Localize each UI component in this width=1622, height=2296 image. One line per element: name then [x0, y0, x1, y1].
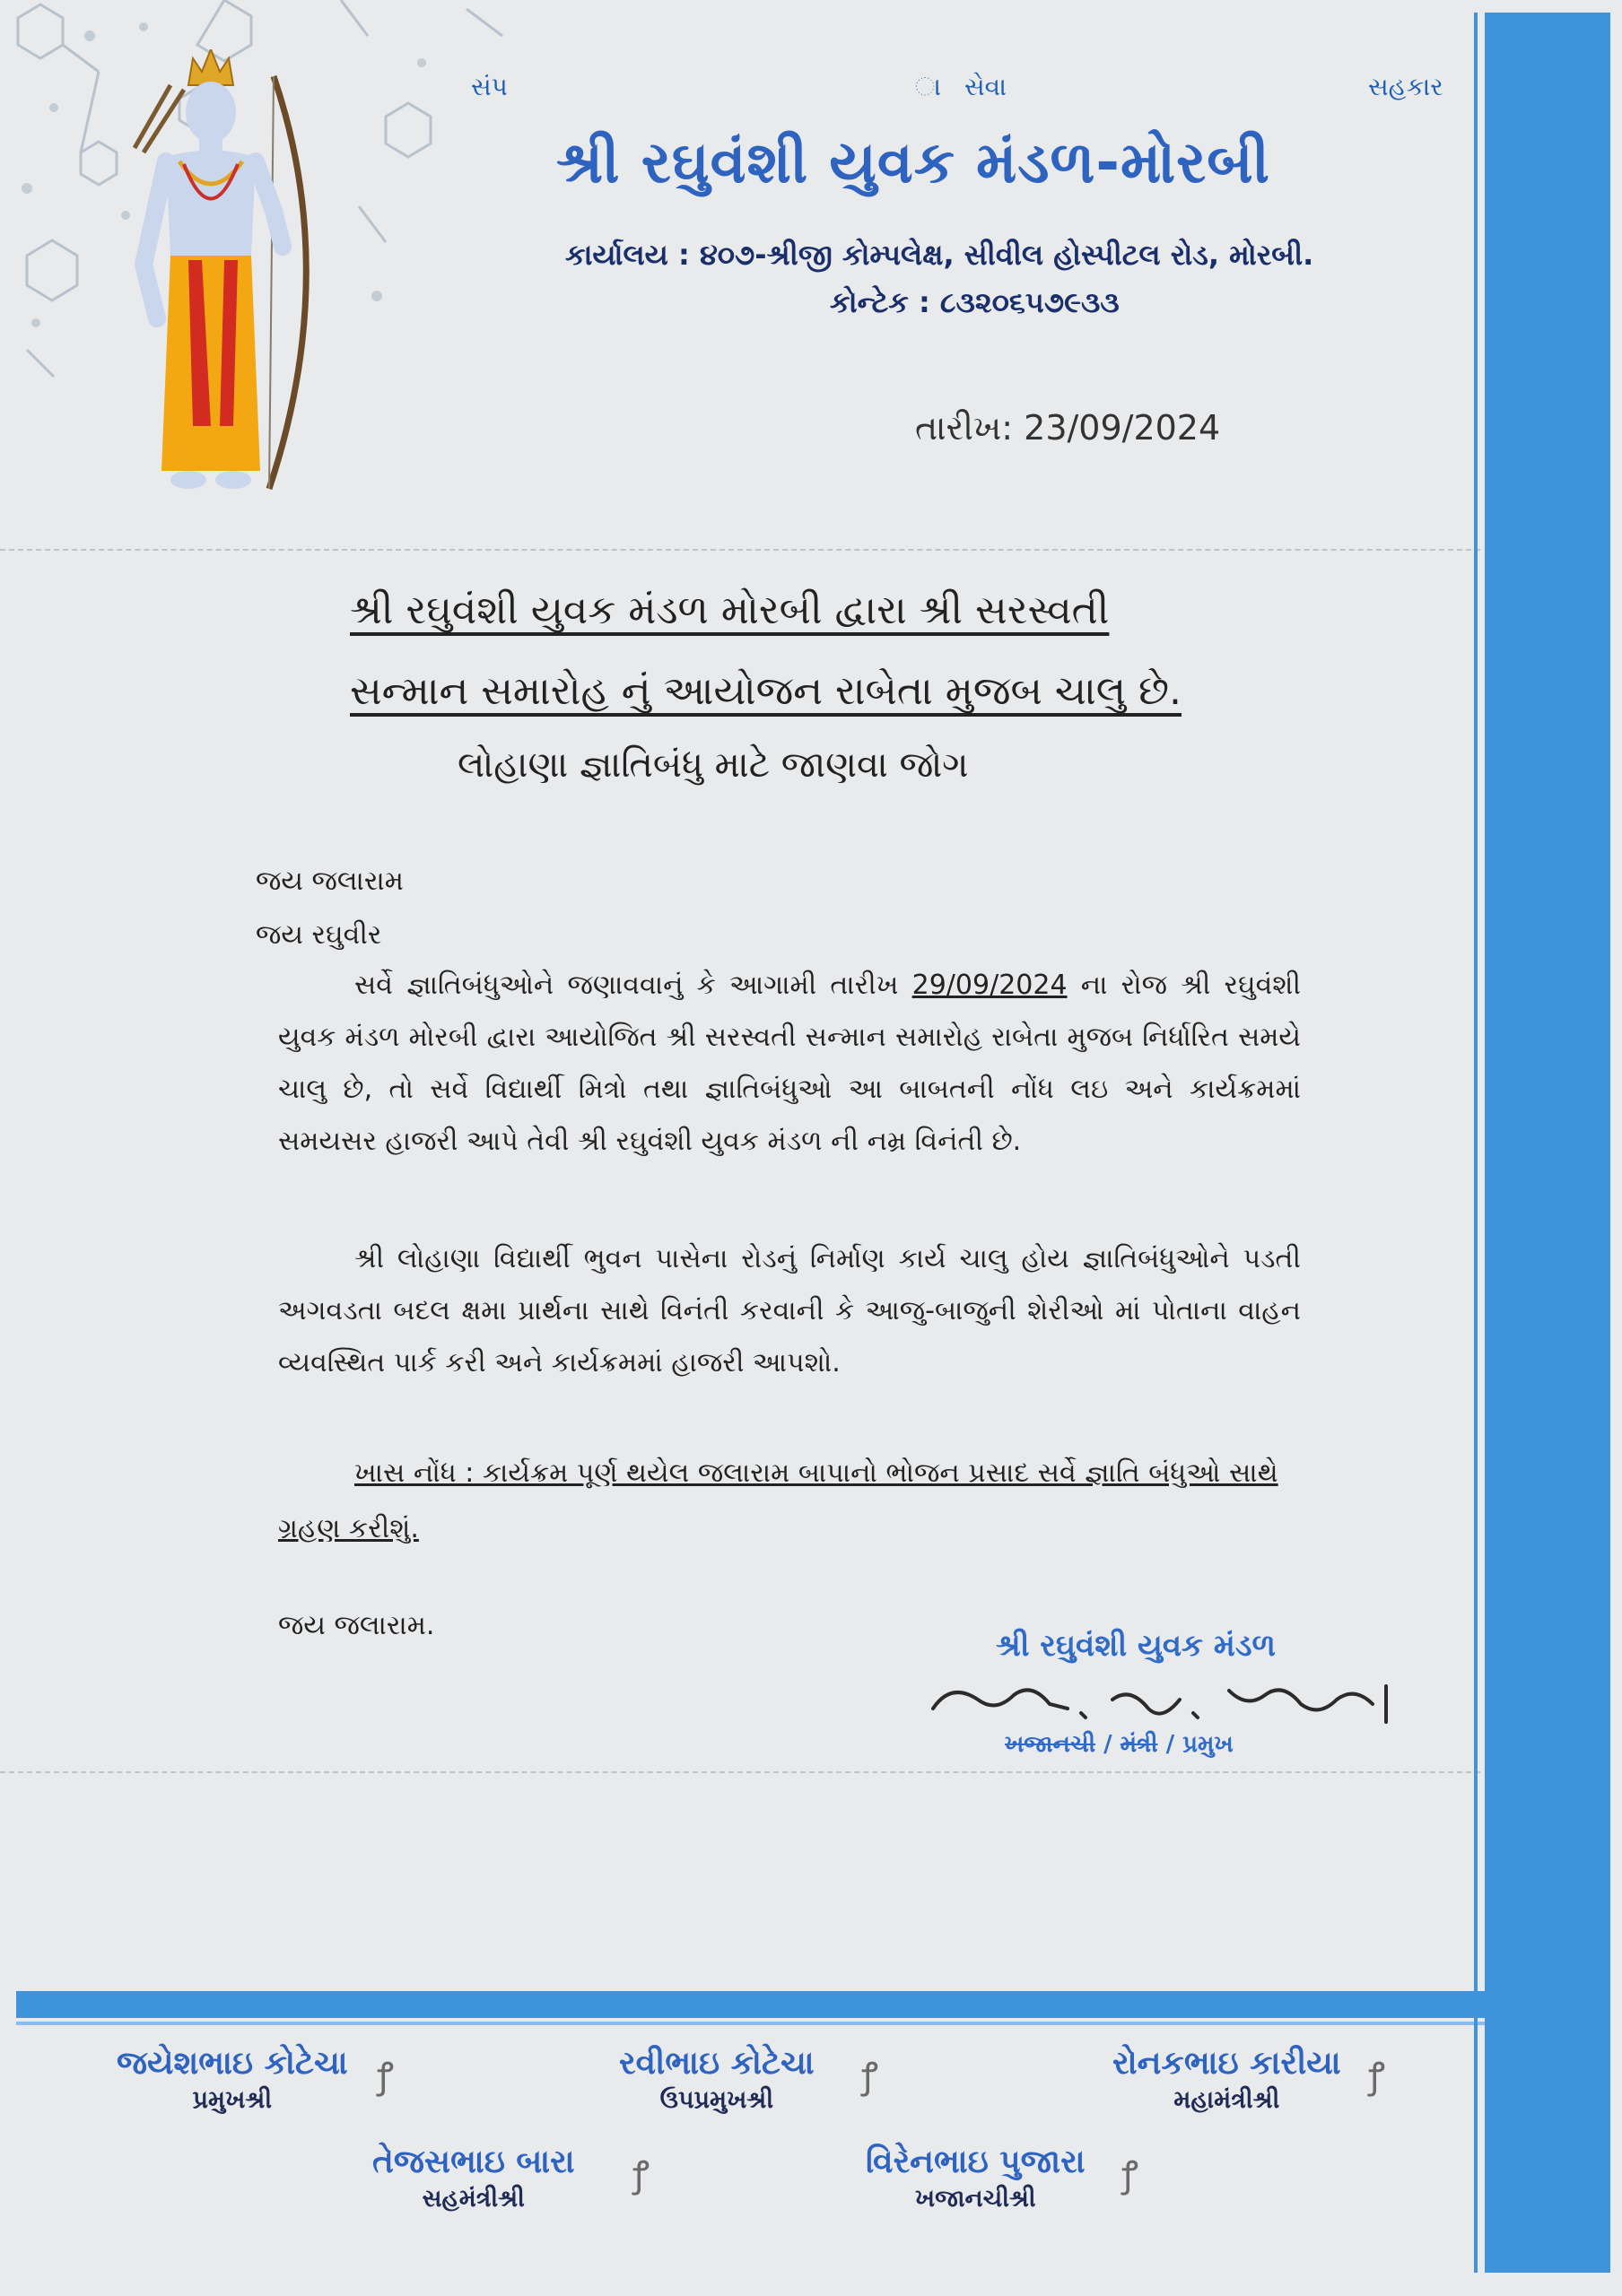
member-joint-secretary: તેજસભાઇ બારા સહમંત્રીશ્રી — [372, 2144, 575, 2213]
body-paragraph-1: સર્વે જ્ઞાતિબંધુઓને જણાવવાનું કે આગામી તારીખ 29/09/2024 ના રોજ શ્રી રઘુવંશી યુવક મંડળ મોરબી દ્વારા આયોજિત શ્રી સરસ્વતી સન્માન સમારોહ રાબેતા મુજબ નિર્ધારિત સમયે ચાલુ છે, તો સર્વે વિદ્યાર્થી મિત્રો તથા જ્ઞાતિબંધુઓ આ બાબતની નોંધ લઇ અને કાર્યક્રમમાં સમયસર હાજરી આપે તેવી શ્રી રઘુવંશી યુવક મંડળ ની નમ્ર વિનંતી છે. — [278, 970, 1301, 1157]
event-date: 29/09/2024 — [911, 970, 1068, 1001]
body-paragraph-2: શ્રી લોહાણા વિદ્યાર્થી ભુવન પાસેના રોડનું નિર્માણ કાર્ય ચાલુ હોય જ્ઞાતિબંધુઓને પડતી અગવડતા બદલ ક્ષમા પ્રાર્થના સાથે વિનંતી કરવાની કે આજુ-બાજુની શેરીઓ માં પોતાના વાહન વ્યવસ્થિત પાર્ક કરી અને કાર્યક્રમમાં હાજરી આપશો. — [278, 1243, 1301, 1378]
greeting-2: જય રઘુવીર — [256, 919, 382, 951]
letter-date: તારીખ: 23/09/2024 — [915, 408, 1221, 448]
right-accent-strip — [1485, 13, 1610, 2273]
stamp-roles: ખજાનચી / મંત્રી / પ્રમુખ — [1005, 1731, 1234, 1758]
footer-band-line — [16, 2022, 1595, 2025]
signature-mark: ꝭ — [632, 2154, 650, 2196]
member-president: જયેશભાઇ કોટેચા પ્રમુખશ્રી — [117, 2045, 348, 2114]
fold-line — [0, 1771, 1480, 1773]
fold-line — [0, 549, 1480, 551]
organization-title: શ્રી રઘુવંશી યુવક મંડળ-મોરબી — [556, 130, 1270, 196]
greeting-1: જય જલારામ — [256, 865, 404, 897]
footer-band — [16, 1991, 1595, 2018]
signature-mark: ꝭ — [377, 2056, 394, 2097]
rama-illustration — [117, 49, 332, 507]
member-general-secretary: રોનકભાઇ કારીયા મહામંત્રીશ્રી — [1112, 2045, 1341, 2114]
motto-cooperation: સહકાર — [1368, 72, 1443, 101]
subheading: લોહાણા જ્ઞાતિબંધુ માટે જાણવા જોગ — [458, 744, 969, 786]
special-note: ખાસ નોંધ : કાર્યક્રમ પૂર્ણ થયેલ જલારામ બાપાનો ભોજન પ્રસાદ સર્વે જ્ઞાતિ બંધુઓ સાથે ગ્રહણ કરીશું. — [278, 1457, 1278, 1544]
motto-separator: ા — [915, 72, 942, 101]
contact-number: કોન્ટેક : ૮૩૨૦૬૫૭૯૩૩ — [830, 285, 1120, 319]
signature-mark: ꝭ — [861, 2056, 878, 2097]
member-treasurer: વિરેનભાઇ પુજારા ખજાનચીશ્રી — [866, 2144, 1086, 2213]
handwritten-signature — [924, 1673, 1408, 1735]
signature-mark: ꝭ — [1121, 2154, 1138, 2196]
heading-line-1: શ્રી રઘુવંશી યુવક મંડળ મોરબી દ્વારા શ્રી સરસ્વતી — [350, 587, 1110, 633]
heading-line-2: સન્માન સમારોહ નું આયોજન રાબેતા મુજબ ચાલુ છે. — [350, 668, 1182, 714]
member-vice-president: રવીભાઇ કોટેચા ઉપપ્રમુખશ્રી — [619, 2045, 815, 2114]
motto-unity: સંપ — [471, 72, 508, 101]
closing-salutation: જય જલારામ. — [278, 1610, 435, 1641]
motto-service: સેવા — [964, 72, 1007, 101]
stamp-organization: શ્રી રઘુવંશી યુવક મંડળ — [996, 1628, 1277, 1664]
signature-mark: ꝭ — [1368, 2056, 1385, 2097]
office-address: કાર્યાલય : ૪૦૭-શ્રીજી કોમ્પલેક્ષ, સીવીલ હોસ્પીટલ રોડ, મોરબી. — [565, 238, 1314, 272]
